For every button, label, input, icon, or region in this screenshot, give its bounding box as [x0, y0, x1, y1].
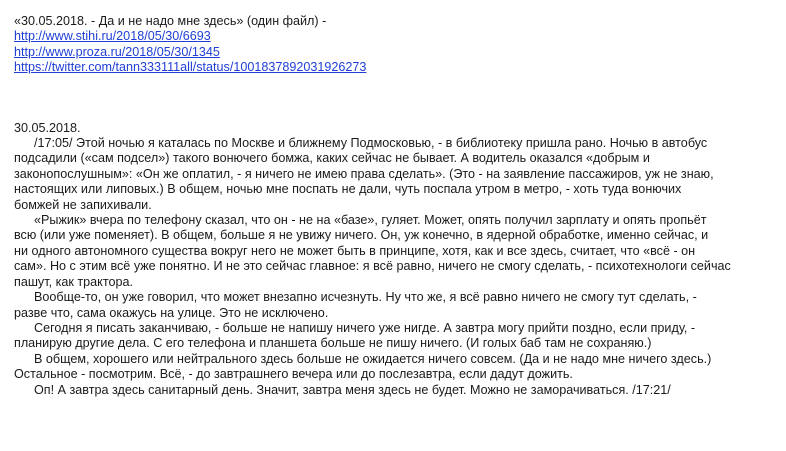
spacer [14, 76, 778, 121]
paragraph-line: законопослушным»: «Он же оплатил, - я ничего не имею права сделать». (Это - на заявление пассажиров, уж не знаю, [14, 166, 714, 181]
paragraph-line: Сегодня я писать заканчиваю, - больше не напишу ничего уже нигде. А завтра могу прийти поздно, если приду, - [34, 320, 696, 335]
paragraph-line: Оп! А завтра здесь санитарный день. Значит, завтра меня здесь не будет. Можно не заморачиваться. /17:21/ [34, 382, 671, 397]
document [14, 14, 778, 398]
paragraph-line: разве что, сама окажусь на улице. Это не исключено. [14, 305, 329, 320]
twitter-link[interactable]: https://twitter.com/tann333111all/status/1001837892031926273 [14, 60, 367, 75]
paragraph-line: всю (или уже поменяет). В общем, больше я не увижу ничего. Он, уж конечно, в ядерной обработке, именно сейчас, и [14, 228, 709, 243]
entry-date: 30.05.2018. [14, 120, 81, 135]
paragraph-line: подсадили («сам подсел») такого вонючего бомжа, каких сейчас не бывает. А водитель оказался «добрым и [14, 151, 650, 166]
stihi-link[interactable]: http://www.stihi.ru/2018/05/30/6693 [14, 29, 211, 44]
paragraph-line: ни одного автономного существа вокруг него не может быть в принципе, хотя, как и все здесь, считает, что «всё - он [14, 243, 696, 258]
paragraph-line: бомжей не запихивали. [14, 197, 152, 212]
paragraph-line: «Рыжик» вчера по телефону сказал, что он - не на «базе», гуляет. Может, опять получил зарплату и опять пропьёт [34, 213, 707, 228]
proza-link[interactable]: http://www.proza.ru/2018/05/30/1345 [14, 44, 220, 59]
paragraph-line: пашут, как трактора. [14, 274, 133, 289]
paragraph-line: планирую другие дела. С его телефона и планшета больше не пишу ничего. (И голых баб там не сохраняю.) [14, 336, 652, 351]
paragraph-line: Остальное - посмотрим. Всё, - до завтрашнего вечера или до послезавтра, если дадут дожить. [14, 367, 573, 382]
paragraph-line: сам». Но с этим всё уже понятно. И не это сейчас главное: я всё равно, ничего не смогу сделать, - психотехнологи сейчас [14, 259, 731, 274]
header-title: «30.05.2018. - Да и не надо мне здесь» (один файл) - [14, 14, 327, 28]
paragraph-line: /17:05/ Этой ночью я каталась по Москве и ближнему Подмосковью, - в библиотеку пришла рано. Ночью в автобус [34, 136, 708, 151]
paragraph-line: Вообще-то, он уже говорил, что может внезапно исчезнуть. Ну что же, я всё равно ничего не смогу тут сделать, - [34, 290, 697, 305]
paragraph-line: В общем, хорошего или нейтрального здесь больше не ожидается ничего совсем. (Да и не надо мне ничего здесь.) [34, 351, 712, 366]
paragraph-line: настоящих или липовых.) В общем, ночью мне поспать не дали, чуть поспала утром в метро, - хоть туда вонючих [14, 182, 682, 197]
